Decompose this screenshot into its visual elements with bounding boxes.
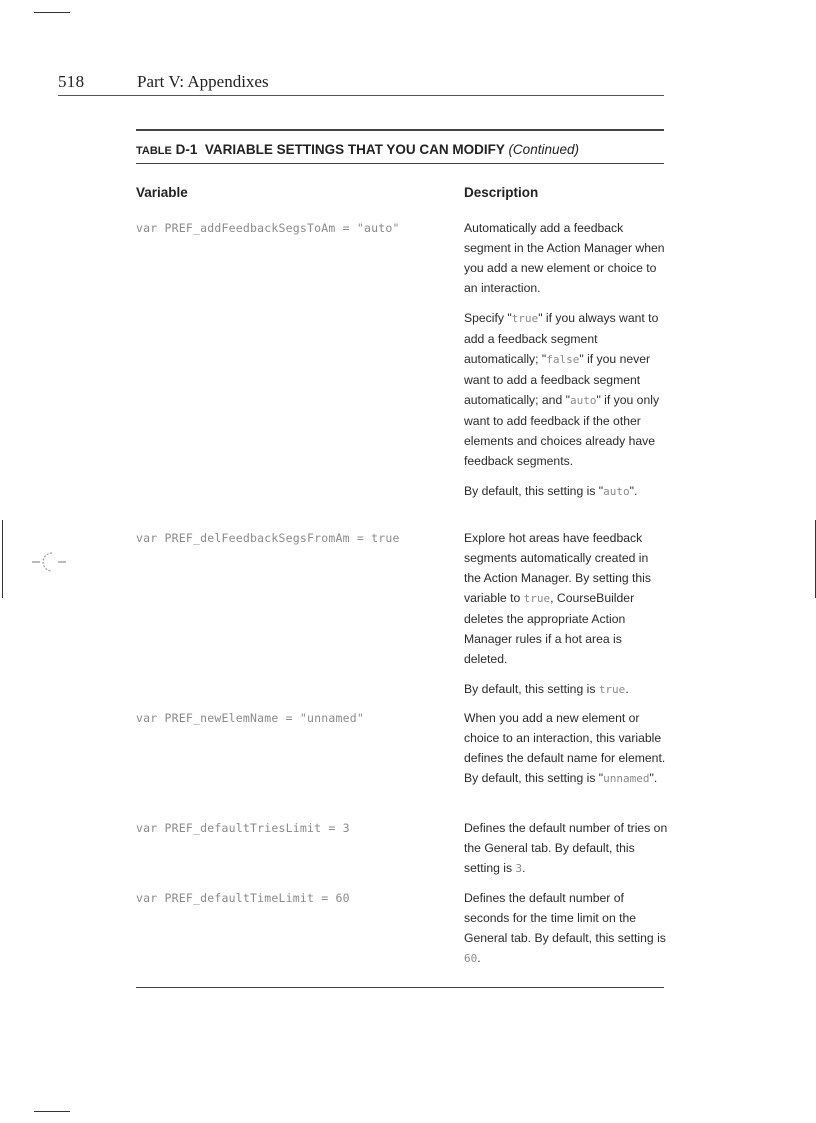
inline-code: auto — [569, 394, 597, 407]
description-text: Defines the default number of tries on the General tab. By default, this setting is — [464, 821, 668, 875]
table-title-rule — [136, 163, 664, 164]
description-text: Specify " — [464, 311, 512, 325]
variable-cell: var PREF_defaultTriesLimit = 3 — [136, 821, 350, 835]
description-paragraph — [464, 818, 668, 879]
part-title: Part V: Appendixes — [137, 72, 269, 91]
inline-code: unnamed — [603, 772, 650, 785]
header-rule — [58, 95, 664, 96]
description-text: Explore hot areas have feedback segments automatically created in the Action Manager. By setting this variable to — [464, 531, 651, 605]
description-text: . — [477, 951, 481, 965]
description-text: . — [625, 682, 629, 696]
table-bottom-rule — [136, 987, 664, 988]
description-text: ". — [649, 771, 658, 785]
description-cell — [464, 888, 668, 979]
description-cell — [464, 218, 668, 512]
inline-code: 3 — [515, 862, 523, 875]
table-label-number: D-1 — [175, 142, 198, 157]
crop-mark-bottom-left — [34, 1111, 70, 1112]
description-text: Automatically add a feedback segment in the Action Manager when you add a new element or choice to an interaction. — [464, 221, 665, 295]
description-paragraph — [464, 481, 668, 502]
description-text: Defines the default number of seconds for the time limit on the General tab. By default, this setting is — [464, 891, 666, 945]
description-paragraph — [464, 888, 668, 969]
description-paragraph — [464, 708, 668, 789]
description-cell — [464, 528, 668, 710]
column-header-description: Description — [464, 185, 539, 200]
table-continued: (Continued) — [508, 142, 579, 157]
variable-cell: var PREF_addFeedbackSegsToAm = "auto" — [136, 221, 400, 235]
crop-mark-left-vertical — [2, 520, 3, 598]
table-title-text: VARIABLE SETTINGS THAT YOU CAN MODIFY — [204, 142, 505, 157]
description-cell — [464, 818, 668, 889]
description-text: . — [522, 861, 526, 875]
description-text: ". — [629, 484, 638, 498]
description-paragraph — [464, 308, 668, 471]
column-header-variable: Variable — [136, 185, 188, 200]
description-paragraph — [464, 218, 668, 298]
page-number: 518 — [58, 72, 85, 91]
table-top-rule — [136, 129, 664, 131]
description-text: " if you always want to add a feedback segment automatically; " — [464, 311, 659, 366]
inline-code: true — [598, 683, 626, 696]
variable-cell: var PREF_delFeedbackSegsFromAm = true — [136, 531, 400, 545]
variable-cell: var PREF_newElemName = "unnamed" — [136, 711, 364, 725]
description-text: " if you never want to add a feedback segment automatically; and " — [464, 352, 651, 407]
inline-code: true — [523, 592, 551, 605]
crop-mark-top-left — [34, 12, 70, 13]
inline-code: true — [511, 312, 539, 325]
description-text: When you add a new element or choice to an interaction, this variable defines the default name for element. By default, this setting is " — [464, 711, 666, 785]
table-label-prefix: TABLE — [136, 145, 172, 157]
description-text: By default, this setting is " — [464, 484, 604, 498]
inline-code: auto — [603, 485, 630, 498]
inline-code: false — [546, 353, 580, 366]
description-text: By default, this setting is — [464, 682, 599, 696]
variable-cell: var PREF_defaultTimeLimit = 60 — [136, 891, 350, 905]
description-paragraph — [464, 679, 668, 700]
inline-code: 60 — [464, 952, 478, 965]
table-title — [136, 142, 579, 157]
description-cell — [464, 708, 668, 799]
description-text: " if you only want to add feedback if the other elements and choices already have feedback segments. — [464, 393, 660, 468]
description-text: , CourseBuilder deletes the appropriate Action Manager rules if a hot area is deleted. — [464, 591, 635, 666]
description-paragraph — [464, 528, 668, 669]
registration-mark-icon — [30, 548, 70, 576]
